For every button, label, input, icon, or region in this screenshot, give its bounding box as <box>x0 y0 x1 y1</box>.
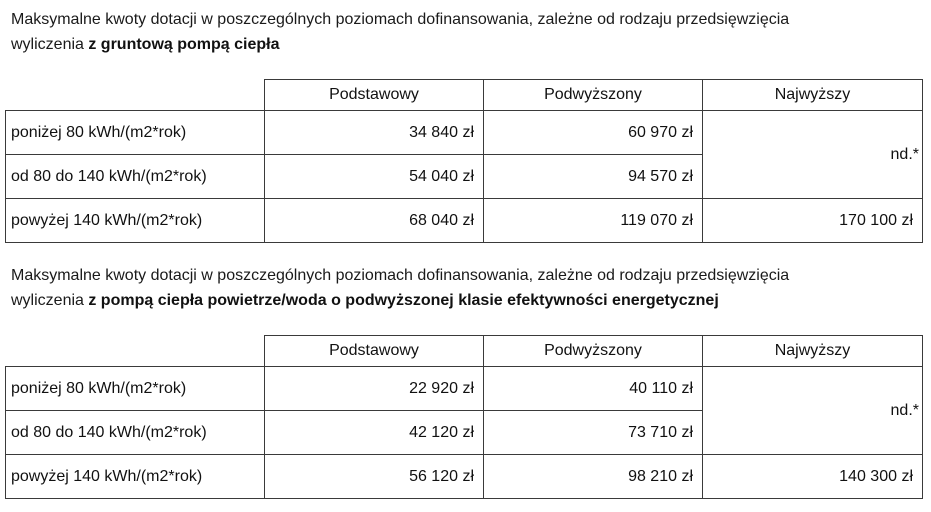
cell-podwyzszony: 60 970 zł <box>484 111 703 155</box>
cell-podstawowy: 42 120 zł <box>265 411 484 455</box>
row-label: poniżej 80 kWh/(m2*rok) <box>6 367 265 411</box>
table-row <box>6 367 923 411</box>
table-header-row <box>6 336 923 367</box>
table-1-caption-prefix: wyliczenia <box>11 36 89 53</box>
table-1-caption <box>11 7 916 57</box>
table-1-caption-bold: z gruntową pompą ciepła <box>88 36 280 53</box>
cell-najwyzszy: 140 300 zł <box>703 455 923 499</box>
header-podwyzszony: Podwyższony <box>484 336 703 367</box>
table-1-caption-line1: Maksymalne kwoty dotacji w poszczególnych poziomach dofinansowania, zależne od rodzaju przedsięwzięcia <box>11 11 790 28</box>
header-podstawowy: Podstawowy <box>265 336 484 367</box>
table-2-caption-line1: Maksymalne kwoty dotacji w poszczególnych poziomach dofinansowania, zależne od rodzaju przedsięwzięcia <box>11 267 790 284</box>
row-label: poniżej 80 kWh/(m2*rok) <box>6 111 265 155</box>
cell-podstawowy: 54 040 zł <box>265 155 484 199</box>
cell-podstawowy: 22 920 zł <box>265 367 484 411</box>
table-row <box>6 455 923 499</box>
cell-podwyzszony: 119 070 zł <box>484 199 703 243</box>
cell-podwyzszony: 94 570 zł <box>484 155 703 199</box>
table-2-caption-line2 <box>11 288 916 313</box>
table-header-row <box>6 80 923 111</box>
cell-podstawowy: 34 840 zł <box>265 111 484 155</box>
table-2-caption <box>11 263 916 313</box>
row-label: powyżej 140 kWh/(m2*rok) <box>6 199 265 243</box>
cell-podstawowy: 68 040 zł <box>265 199 484 243</box>
row-label: od 80 do 140 kWh/(m2*rok) <box>6 411 265 455</box>
cell-najwyzszy-merged: nd.* <box>703 367 923 455</box>
header-najwyzszy: Najwyższy <box>703 80 923 111</box>
row-label: od 80 do 140 kWh/(m2*rok) <box>6 155 265 199</box>
subsidy-table-ground-heat-pump <box>5 79 923 243</box>
header-podstawowy: Podstawowy <box>265 80 484 111</box>
cell-najwyzszy: 170 100 zł <box>703 199 923 243</box>
cell-podwyzszony: 73 710 zł <box>484 411 703 455</box>
header-blank-cell <box>6 336 265 367</box>
table-2-caption-prefix: wyliczenia <box>11 292 89 309</box>
header-blank-cell <box>6 80 265 111</box>
header-podwyzszony: Podwyższony <box>484 80 703 111</box>
subsidy-table-air-water-heat-pump <box>5 335 923 499</box>
table-row <box>6 199 923 243</box>
cell-podwyzszony: 98 210 zł <box>484 455 703 499</box>
table-1-caption-line2 <box>11 32 916 57</box>
cell-najwyzszy-merged: nd.* <box>703 111 923 199</box>
cell-podwyzszony: 40 110 zł <box>484 367 703 411</box>
row-label: powyżej 140 kWh/(m2*rok) <box>6 455 265 499</box>
header-najwyzszy: Najwyższy <box>703 336 923 367</box>
cell-podstawowy: 56 120 zł <box>265 455 484 499</box>
table-2-caption-bold: z pompą ciepła powietrze/woda o podwyższonej klasie efektywności energetycznej <box>88 292 719 309</box>
table-row <box>6 111 923 155</box>
